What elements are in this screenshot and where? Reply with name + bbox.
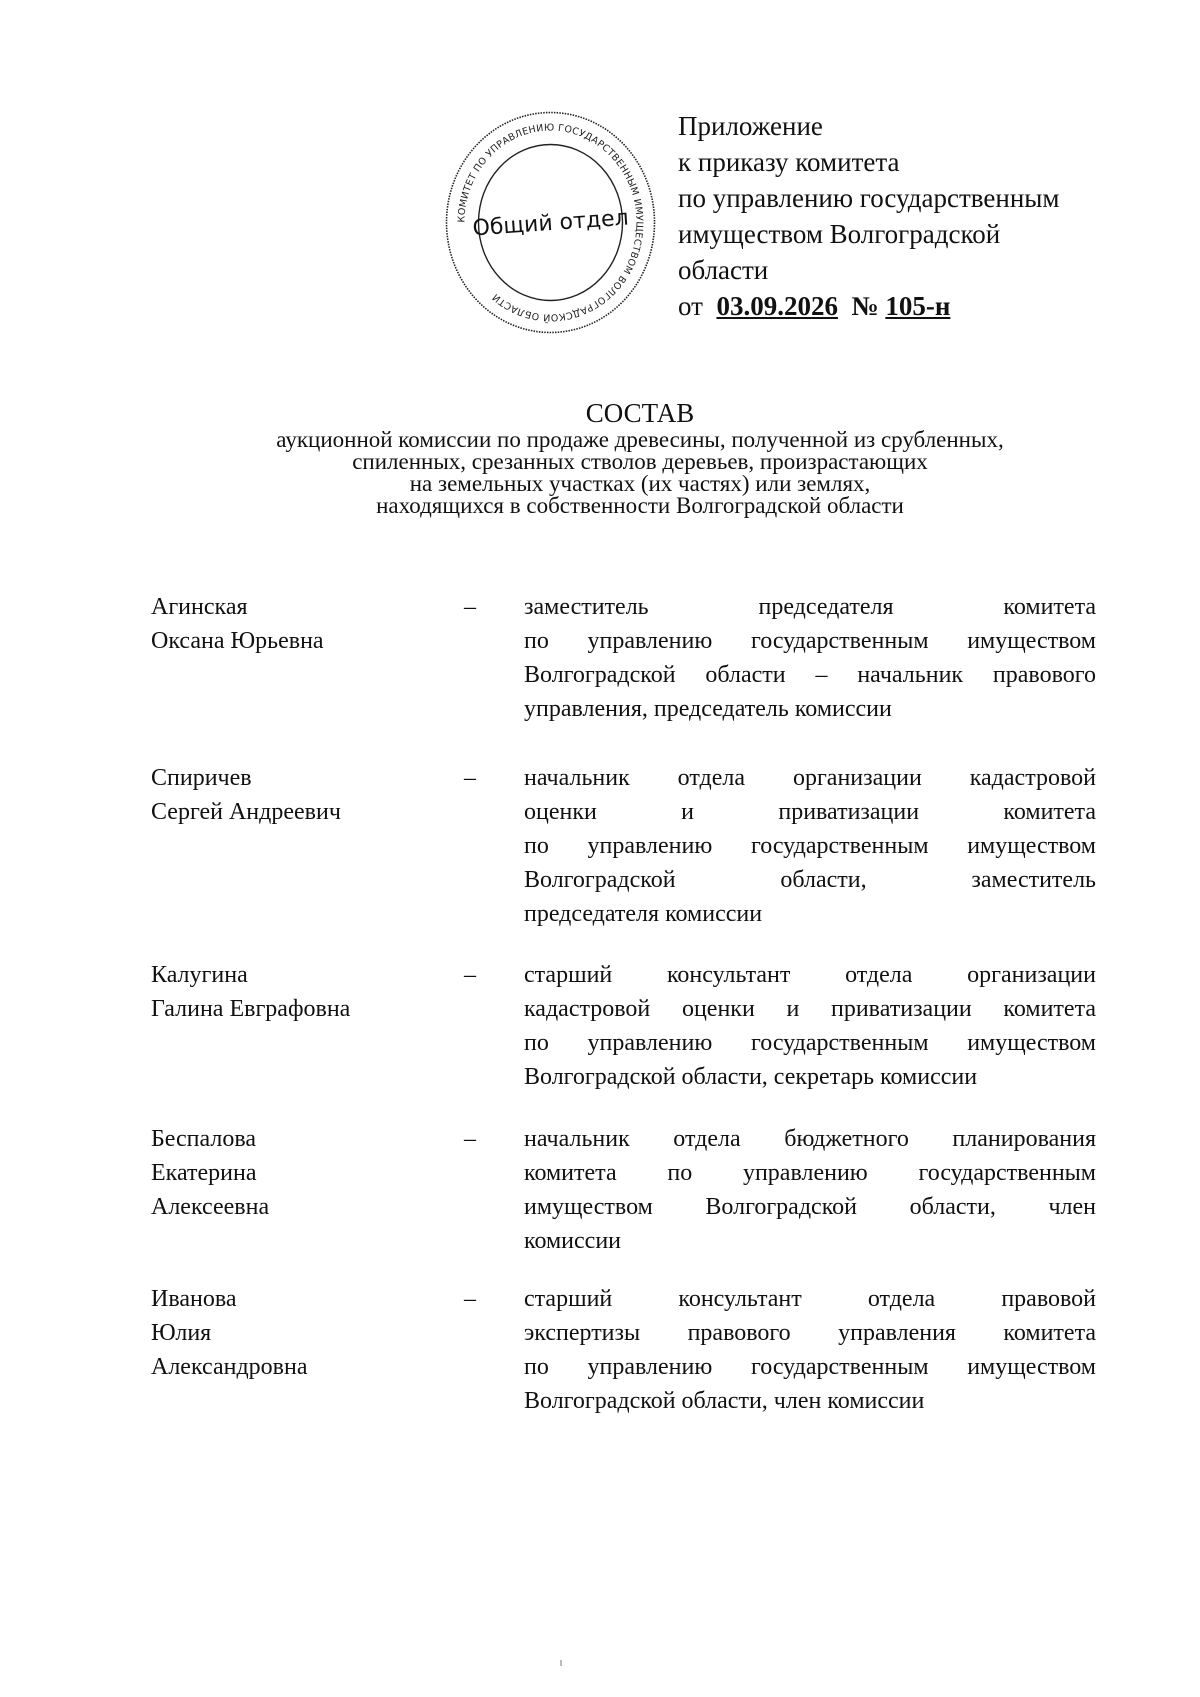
- subtitle-line: находящихся в собственности Волгоградской области: [376, 493, 904, 518]
- member-position: заместитель председателя комитета по управлению государственным имуществом Волгоградской области – начальник правового управления, председатель комиссии: [524, 594, 1096, 722]
- stamp-center-text: Общий отдел: [471, 205, 630, 242]
- member-name: Агинская Оксана Юрьевна: [151, 594, 324, 654]
- appendix-line: по управлению государственным: [678, 183, 1060, 213]
- dash: –: [464, 962, 476, 988]
- subtitle-line: на земельных участках (их частях) или землях,: [409, 471, 871, 496]
- member-name: Беспалова Екатерина Алексеевна: [151, 1126, 270, 1220]
- dash: –: [464, 1286, 476, 1312]
- member-name: Калугина Галина Евграфовна: [151, 962, 351, 1022]
- scan-mark: [560, 1660, 562, 1666]
- appendix-line: имуществом Волгоградской: [678, 219, 1001, 249]
- subtitle-line: аукционной комиссии по продаже древесины, полученной из срубленных,: [276, 427, 1004, 452]
- member-name: Спиричев Сергей Андреевич: [151, 765, 341, 825]
- member-position: начальник отдела организации кадастровой оценки и приватизации комитета по управлению государственным имуществом Волгоградской области, заместитель председателя комиссии: [524, 765, 1096, 927]
- dash: –: [464, 594, 476, 620]
- member-position: старший консультант отдела правовой экспертизы правового управления комитета по управлению государственным имуществом Волгоградской области, член комиссии: [524, 1286, 1096, 1414]
- member-position: старший консультант отдела организации кадастровой оценки и приватизации комитета по управлению государственным имуществом Волгоградской области, секретарь комиссии: [524, 962, 1096, 1090]
- dash: –: [464, 765, 476, 791]
- appendix-line: Приложение: [678, 111, 823, 141]
- appendix-line: к приказу комитета: [678, 147, 900, 177]
- subtitle-line: спиленных, срезанных стволов деревьев, произрастающих: [352, 449, 928, 474]
- number-sign: №: [851, 291, 879, 321]
- dash: –: [464, 1126, 476, 1152]
- document-title: СОСТАВ: [585, 398, 695, 428]
- from-label: от: [678, 291, 703, 321]
- document-subtitle: [130, 429, 1150, 517]
- member-position: начальник отдела бюджетного планирования комитета по управлению государственным имуществом Волгоградской области, член комиссии: [524, 1126, 1096, 1254]
- order-date: 03.09.2026: [716, 291, 838, 321]
- order-date-number: [678, 288, 1060, 324]
- appendix-line: области: [678, 255, 769, 285]
- stamp-ring-text: КОМИТЕТ ПО УПРАВЛЕНИЮ ГОСУДАРСТВЕННЫМ ИМУЩЕСТВОМ ВОЛГОГРАДСКОЙ ОБЛАСТИ: [456, 122, 645, 323]
- member-name: Иванова Юлия Александровна: [151, 1286, 308, 1380]
- general-department-stamp: [443, 110, 658, 335]
- appendix-header: [678, 108, 1060, 324]
- order-number: 105-н: [885, 291, 951, 321]
